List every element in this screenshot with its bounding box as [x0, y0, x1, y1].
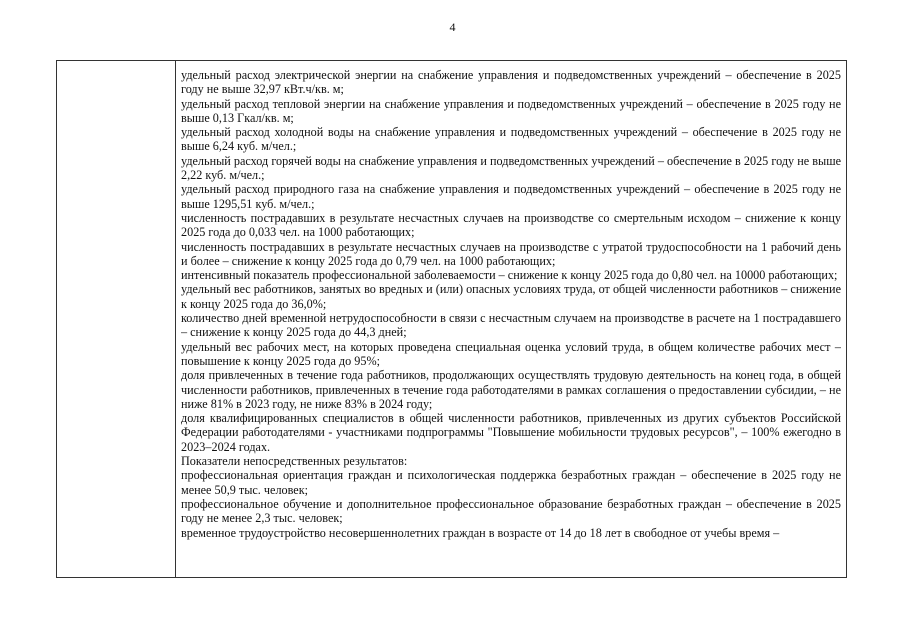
indicator-paragraph: численность пострадавших в результате несчастных случаев на производстве со смертельным исходом – снижение к концу 2025 года до 0,033 чел. на 1000 работающих;	[181, 210, 841, 240]
table-right-cell	[181, 68, 841, 577]
indicator-paragraph: удельный вес работников, занятых во вредных и (или) опасных условиях труда, от общей численности работников – снижение к концу 2025 года до 36,0%;	[181, 282, 841, 311]
indicator-paragraph: интенсивный показатель профессиональной заболеваемости – снижение к концу 2025 года до 0,80 чел. на 10000 работающих;	[181, 268, 838, 283]
indicator-paragraph: удельный расход электрической энергии на снабжение управления и подведомственных учреждений – обеспечение в 2025 году не выше 32,97 кВт.ч/кв. м;	[181, 68, 841, 97]
indicator-paragraph: численность пострадавших в результате несчастных случаев на производстве с утратой трудоспособности на 1 рабочий день и более – снижение к концу 2025 года до 0,79 чел. на 1000 работающих;	[181, 239, 841, 268]
indicator-paragraph: количество дней временной нетрудоспособности в связи с несчастным случаем на производстве в расчете на 1 пострадавшего – снижение к концу 2025 года до 44,3 дней;	[181, 311, 841, 340]
indicator-paragraph: удельный расход тепловой энергии на снабжение управления и подведомственных учреждений – обеспечение в 2025 году не выше 0,13 Гкал/кв. м;	[181, 96, 841, 125]
indicator-paragraph: профессиональное обучение и дополнительное профессиональное образование безработных граждан – обеспечение в 2025 году не менее 2,3 тыс. человек;	[181, 496, 841, 526]
indicator-paragraph: удельный вес рабочих мест, на которых проведена специальная оценка условий труда, в общем количестве рабочих мест – повышение к концу 2025 года до 95%;	[181, 339, 841, 368]
indicator-paragraph: удельный расход горячей воды на снабжение управления и подведомственных учреждений – обеспечение в 2025 году не выше 2,22 куб. м/чел.;	[181, 153, 841, 183]
indicator-paragraph: удельный расход природного газа на снабжение управления и подведомственных учреждений – обеспечение в 2025 году не выше 1295,51 куб. м/чел.;	[181, 182, 841, 211]
indicator-paragraph: профессиональная ориентация граждан и психологическая поддержка безработных граждан – обеспечение в 2025 году не менее 50,9 тыс. человек;	[181, 468, 841, 497]
indicator-paragraph: доля привлеченных в течение года работников, продолжающих осуществлять трудовую деятельность на конец года, в общей численности работников, привлеченных в течение года работодателями в рамках соглашения о предоставлении субсидии, – не ниже 81% в 2023 году, не ниже 83% в 2024 году;	[181, 368, 841, 411]
indicator-paragraph: временное трудоустройство несовершеннолетних граждан в возрасте от 14 до 18 лет в свободное от учебы время –	[181, 525, 780, 540]
indicator-paragraph: удельный расход холодной воды на снабжение управления и подведомственных учреждений – обеспечение в 2025 году не выше 6,24 куб. м/чел.;	[181, 125, 841, 154]
indicators-table	[56, 60, 847, 578]
table-left-cell	[57, 61, 176, 577]
page-number: 4	[449, 20, 456, 34]
indicator-paragraph: доля квалифицированных специалистов в общей численности работников, привлеченных из других субъектов Российской Федерации работодателями - участниками подпрограммы "Повышение мобильности трудовых ресурсов", – 100% ежегодно в 2023–2024 годах.	[181, 411, 841, 454]
section-heading: Показатели непосредственных результатов:	[181, 454, 408, 469]
